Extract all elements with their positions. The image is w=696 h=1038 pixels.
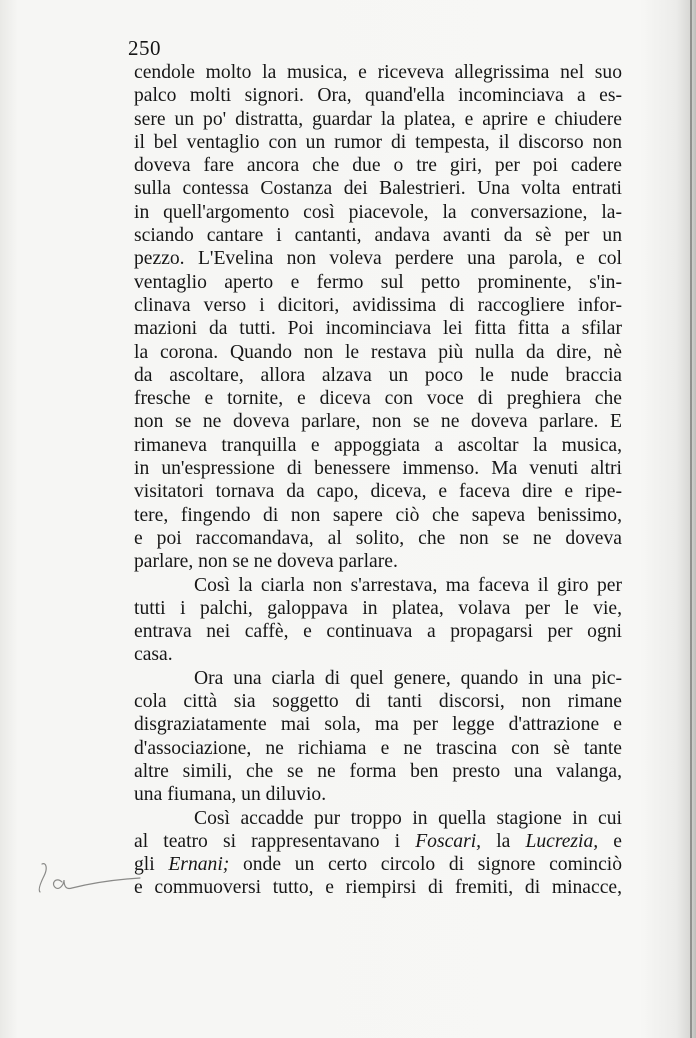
text-line: una fiumana, un diluvio. <box>134 784 327 806</box>
text-line: tutti i palchi, galoppava in platea, volava per le vie, <box>134 597 622 619</box>
text-line: Ora una ciarla di quel genere, quando in una pic- <box>194 667 622 689</box>
text-line: clinava verso i dicitori, avidissima di raccogliere infor- <box>134 294 622 316</box>
text-line: entrava nei caffè, e continuava a propagarsi per ogni <box>134 621 622 643</box>
text-line: e poi raccomandava, al solito, che non se ne doveva <box>134 527 622 549</box>
text-line: sciando cantare i cantanti, andava avanti da sè per un <box>134 225 622 247</box>
text-line: pezzo. L'Evelina non voleva perdere una parola, e col <box>134 248 622 270</box>
text-line: doveva fare ancora che due o tre giri, per poi cadere <box>134 155 622 177</box>
text-line: sere un po' distratta, guardar la platea, e aprire e chiudere <box>134 108 622 130</box>
text-line: la corona. Quando non le restava più nulla da dire, nè <box>134 341 622 363</box>
pencil-margin-note <box>28 858 148 898</box>
text-line: in quell'argomento così piacevole, la conversazione, la- <box>134 201 622 223</box>
text-line: mazioni da tutti. Poi incominciava lei fitta fitta a sfilar <box>134 318 622 340</box>
text-line: cola città sia soggetto di tanti discorsi, non rimane <box>134 691 622 713</box>
text-line: tere, fingendo di non sapere ciò che sapeva benissimo, <box>134 504 622 526</box>
text-line: rimaneva tranquilla e appoggiata a ascoltar la musica, <box>134 434 622 456</box>
page-number: 250 <box>128 36 161 60</box>
text-line: d'associazione, ne richiama e ne trascina con sè tante <box>134 737 622 759</box>
text-line: fresche e tornite, e diceva con voce di preghiera che <box>134 388 622 410</box>
text-line: da ascoltare, allora alzava un poco le nude braccia <box>134 364 622 386</box>
text-line: ventaglio aperto e fermo sul petto prominente, s'in- <box>134 271 622 293</box>
text-line: casa. <box>134 644 173 666</box>
text-line: palco molti signori. Ora, quand'ella incominciava a es- <box>134 85 622 107</box>
text-line: disgraziatamente mai sola, ma per legge d'attrazione e <box>134 714 622 736</box>
body-text <box>134 61 622 900</box>
text-line: in un'espressione di benessere immenso. Ma venuti altri <box>134 458 622 480</box>
text-line: non se ne doveva parlare, non se ne doveva parlare. E <box>134 411 622 433</box>
text-line: altre simili, che se ne forma ben presto una valanga, <box>134 760 622 782</box>
text-line: Così la ciarla non s'arrestava, ma faceva il giro per <box>194 574 622 596</box>
text-line: cendole molto la musica, e riceveva allegrissima nel suo <box>134 62 622 83</box>
text-line: gli Ernani; onde un certo circolo di signore cominciò <box>134 854 623 876</box>
text-line: parlare, non se ne doveva parlare. <box>134 551 398 573</box>
text-line: Così accadde pur troppo in quella stagione in cui <box>194 807 622 829</box>
text-line: e commuoversi tutto, e riempirsi di fremiti, di minacce, <box>134 877 622 899</box>
page-edge-shadow <box>690 0 692 1038</box>
text-line: al teatro si rappresentavano i Foscari, la Lucrezia, e <box>134 830 622 852</box>
text-line: visitatori tornava da capo, diceva, e faceva dire e ripe- <box>134 481 622 503</box>
text-line: sulla contessa Costanza dei Balestrieri. Una volta entrati <box>134 178 622 200</box>
text-line: il bel ventaglio con un rumor di tempesta, il discorso non <box>134 131 622 153</box>
